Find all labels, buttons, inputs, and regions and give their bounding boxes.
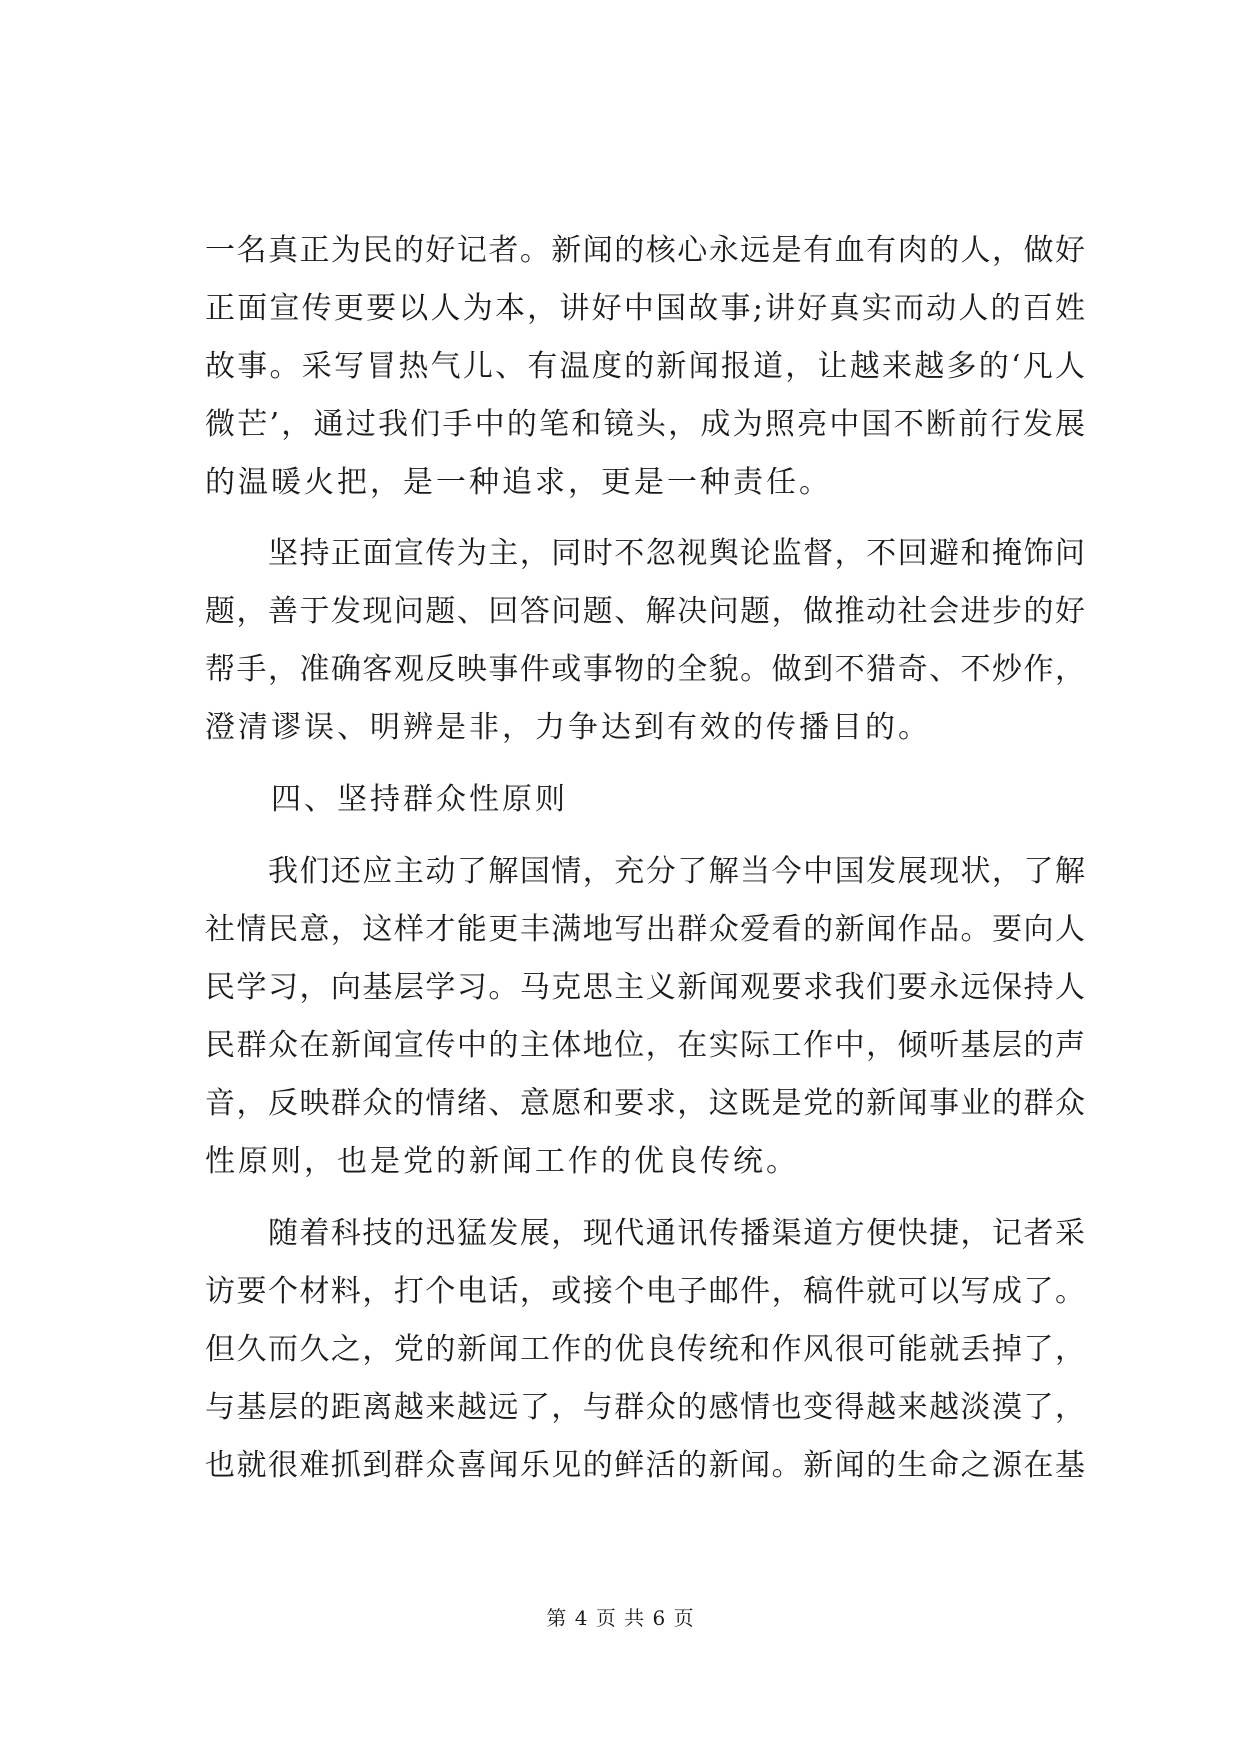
paragraph-start-line: 随着科技的迅猛发展，现代通讯传播渠道方便快捷，记者采 (205, 1216, 1085, 1251)
text-line: 也就很难抓到群众喜闻乐见的鲜活的新闻。新闻的生命之源在基 (205, 1448, 1085, 1483)
text-line: 一名真正为民的好记者。新闻的核心永远是有血有肉的人，做好 (205, 233, 1085, 268)
text-line: 故事。采写冒热气儿、有温度的新闻报道，让越来越多的‘凡人 (205, 349, 1085, 384)
section-heading: 四、坚持群众性原则 (205, 782, 568, 817)
text-line: 微芒’，通过我们手中的笔和镜头，成为照亮中国不断前行发展 (205, 407, 1085, 442)
text-line: 题，善于发现问题、回答问题、解决问题，做推动社会进步的好 (205, 594, 1085, 629)
text-line: 性原则，也是党的新闻工作的优良传统。 (205, 1144, 799, 1179)
text-line: 音，反映群众的情绪、意愿和要求，这既是党的新闻事业的群众 (205, 1086, 1085, 1121)
text-line: 民群众在新闻宣传中的主体地位，在实际工作中，倾听基层的声 (205, 1028, 1085, 1063)
text-line: 帮手，准确客观反映事件或事物的全貌。做到不猎奇、不炒作， (205, 652, 1085, 687)
text-line: 与基层的距离越来越远了，与群众的感情也变得越来越淡漠了， (205, 1390, 1085, 1425)
text-line: 但久而久之，党的新闻工作的优良传统和作风很可能就丢掉了， (205, 1332, 1085, 1367)
text-line: 的温暖火把，是一种追求，更是一种责任。 (205, 465, 832, 500)
page-number-footer: 第 4 页 共 6 页 (546, 1606, 695, 1630)
text-line: 民学习，向基层学习。马克思主义新闻观要求我们要永远保持人 (205, 970, 1085, 1005)
text-line: 澄清谬误、明辨是非，力争达到有效的传播目的。 (205, 710, 931, 745)
text-line: 正面宣传更要以人为本，讲好中国故事;讲好真实而动人的百姓 (205, 291, 1085, 326)
paragraph-start-line: 坚持正面宣传为主，同时不忽视舆论监督，不回避和掩饰问 (205, 536, 1085, 571)
paragraph-start-line: 我们还应主动了解国情，充分了解当今中国发展现状，了解 (205, 854, 1085, 889)
text-line: 社情民意，这样才能更丰满地写出群众爱看的新闻作品。要向人 (205, 912, 1085, 947)
text-line: 访要个材料，打个电话，或接个电子邮件，稿件就可以写成了。 (205, 1274, 1085, 1309)
